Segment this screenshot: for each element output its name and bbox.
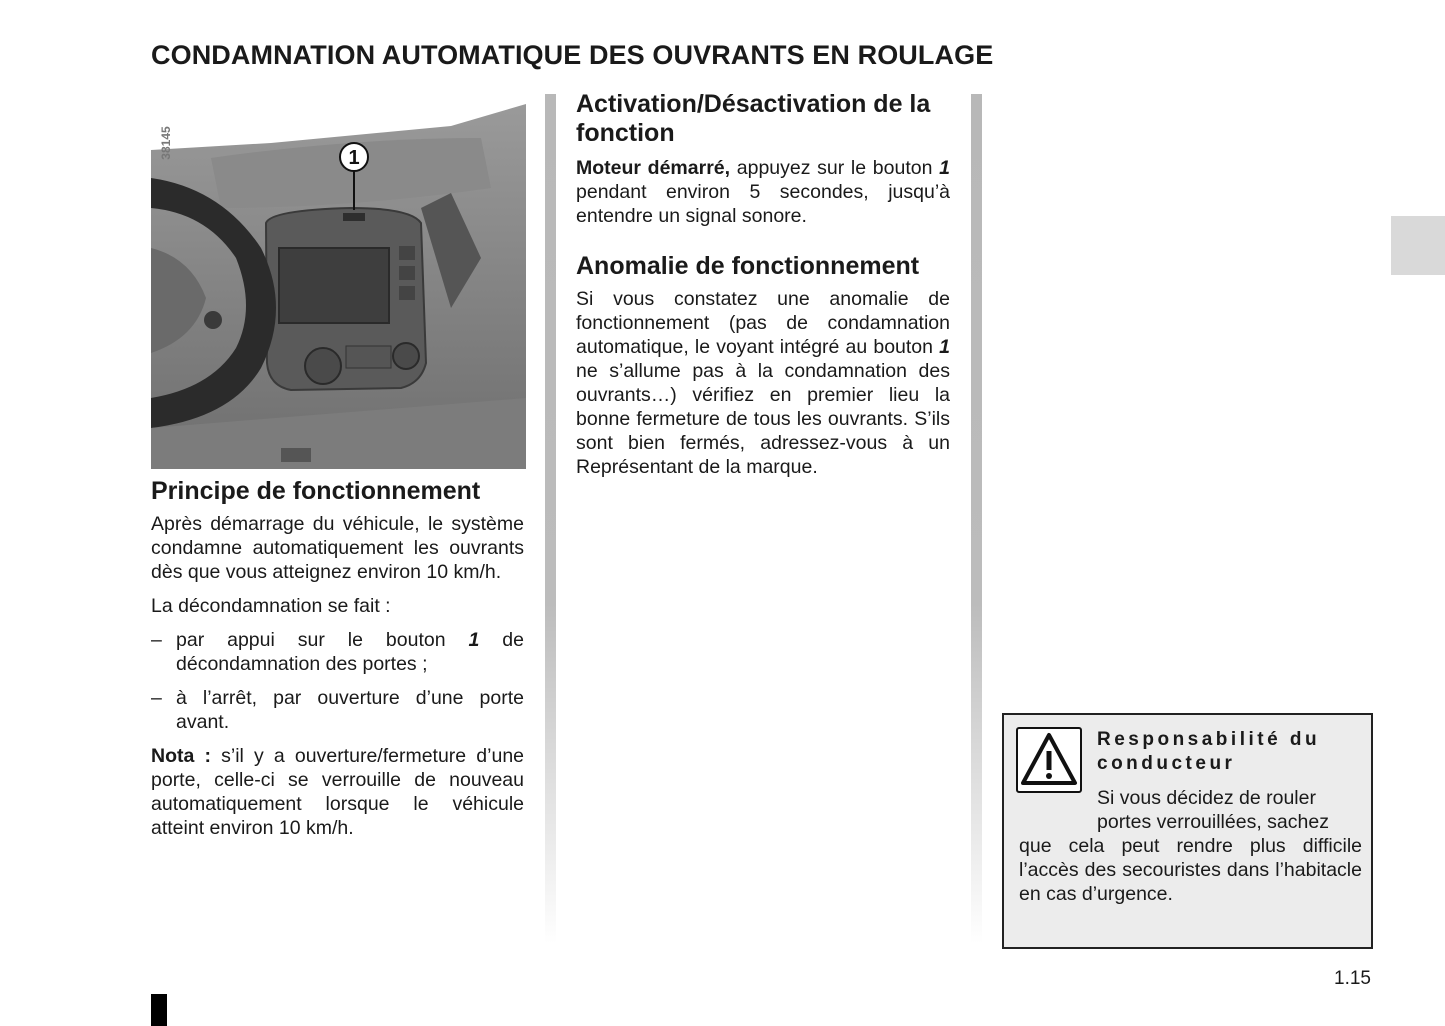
- paragraph-activation: Moteur démarré, appuyez sur le bouton 1 pendant environ 5 secondes, jusqu’à entendre un signal sonore.: [576, 157, 950, 227]
- page-number: 1.15: [1334, 968, 1371, 989]
- paragraph-decondamnation: La décondamnation se fait :: [151, 595, 391, 617]
- middle-column: [576, 90, 950, 479]
- warning-text: Si vous décidez de rouler portes verrouillées, sachez que cela peut rendre plus difficile l’accès des secouristes dans l’habitacle en cas d’urgence.: [1019, 787, 1362, 905]
- dashboard-illustration: [151, 98, 526, 469]
- column-divider: [971, 94, 982, 944]
- callout-number: 1: [348, 147, 360, 169]
- warning-title: Responsabilité du conducteur: [1097, 729, 1321, 774]
- page-title: CONDAMNATION AUTOMATIQUE DES OUVRANTS EN ROULAGE: [151, 40, 994, 70]
- page-marker: [151, 994, 167, 1026]
- heading-principe: Principe de fonctionnement: [151, 477, 481, 505]
- list-item: – à l’arrêt, par ouverture d’une porte avant.: [151, 687, 524, 733]
- heading-activation: Activation/Désactivation de la fonction: [576, 90, 931, 147]
- nota-label: Nota :: [151, 745, 211, 767]
- heading-anomalie: Anomalie de fonctionnement: [576, 252, 920, 280]
- section-tab: [1391, 216, 1445, 275]
- nota-paragraph: Nota : s’il y a ouverture/fermeture d’une porte, celle-ci se verrouille de nouveau automatiquement lorsque le véhicule atteint environ 10 km/h.: [151, 745, 525, 839]
- column-divider: [545, 94, 556, 944]
- paragraph-anomalie: Si vous constatez une anomalie de fonctionnement (pas de condamnation automatique, le voyant intégré au bouton 1 ne s’allume pas à la condamnation des ouvrants…) vérifiez en premier lieu la bonne fermeture de tous les ouvrants. S’ils sont bien fermés, adressez-vous à un Représentant de la marque.: [576, 288, 950, 478]
- warning-box: [1002, 713, 1373, 949]
- list-item: – par appui sur le bouton 1 de décondamnation des portes ;: [151, 629, 524, 675]
- paragraph-principe: Après démarrage du véhicule, le système condamne automatiquement les ouvrants dès que vous atteignez environ 10 km/h.: [151, 513, 524, 583]
- left-column: [151, 477, 524, 840]
- illustration-ref-code: 38145: [159, 126, 173, 160]
- warning-triangle-icon: [1016, 727, 1082, 793]
